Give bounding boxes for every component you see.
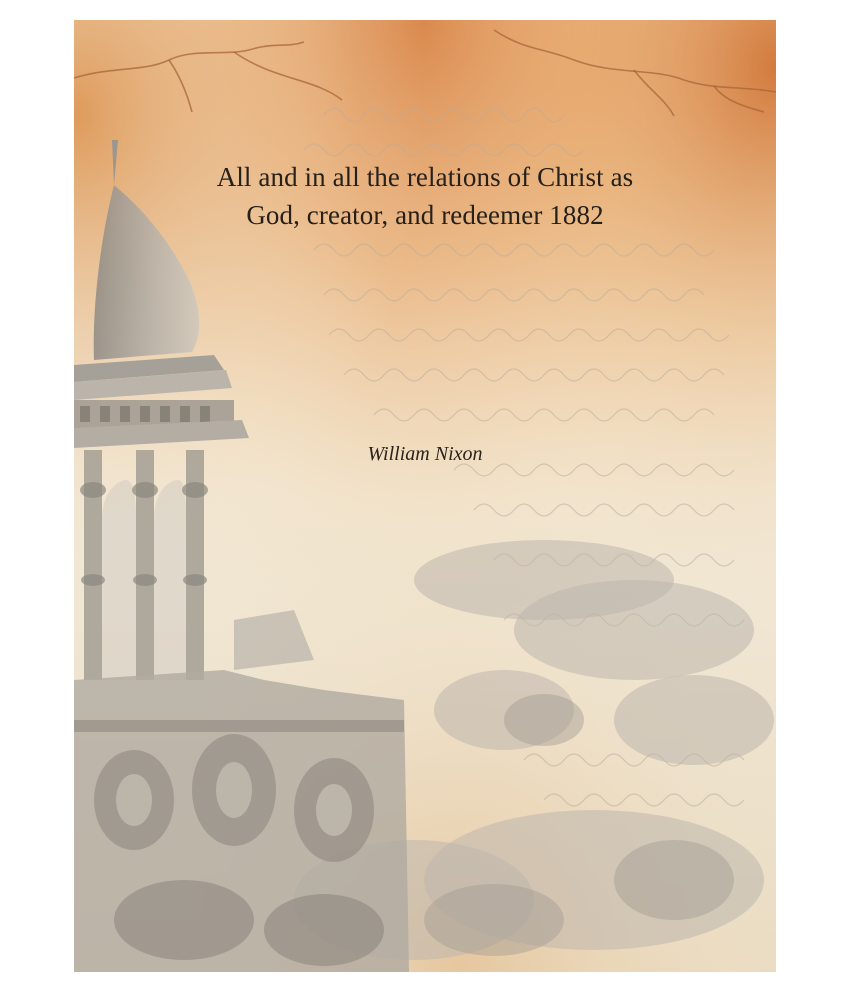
book-cover	[74, 20, 776, 972]
book-title-line-2: God, creator, and redeemer 1882	[246, 200, 604, 230]
book-title	[134, 158, 716, 234]
book-title-line-1: All and in all the relations of Christ as	[216, 162, 634, 192]
book-author: William Nixon	[367, 443, 483, 465]
